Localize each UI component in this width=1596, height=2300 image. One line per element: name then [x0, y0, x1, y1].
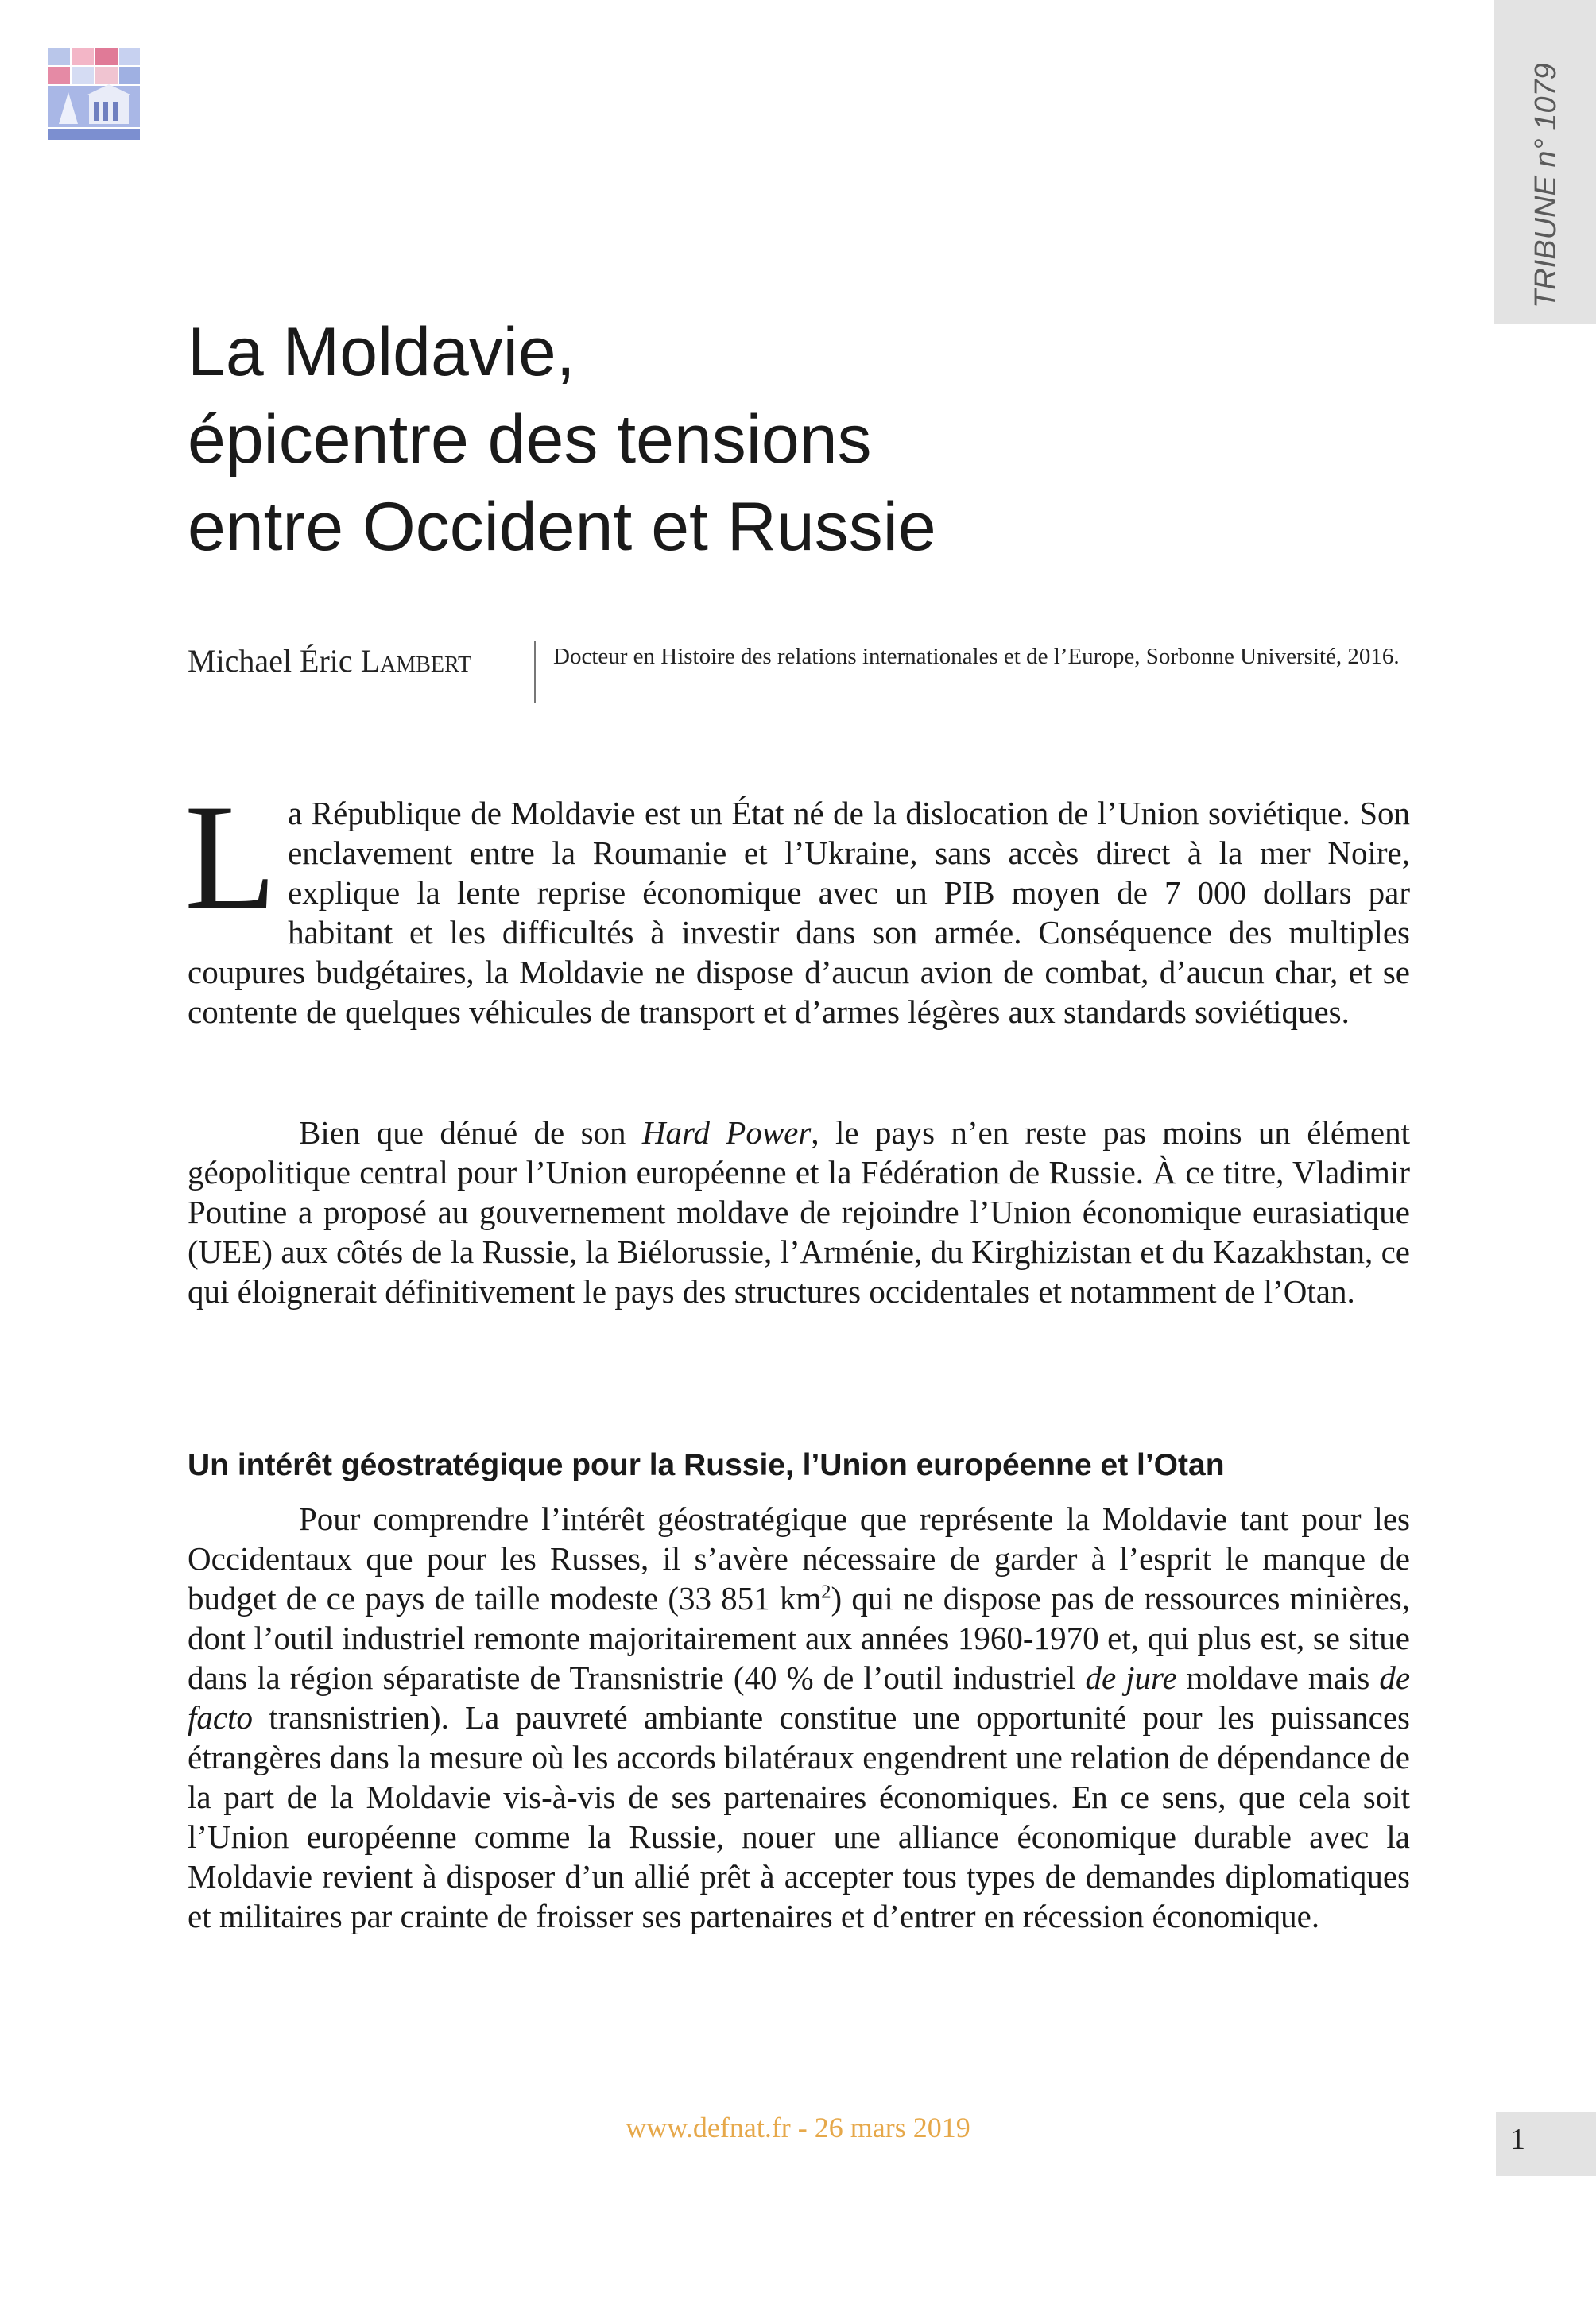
- logo-image: [45, 45, 143, 143]
- paragraph-3-text-c: moldave mais: [1176, 1659, 1380, 1696]
- footer-source-date: www.defnat.fr - 26 mars 2019: [626, 2112, 970, 2143]
- paragraph-2-italic: Hard Power: [641, 1114, 812, 1151]
- paragraph-3-text-b: ) qui ne dispose pas de ressources minières, dont l’outil industriel remonte majoritairement aux années 1960-1970 et, qui plus est, se situe dans la région séparatiste de Transnistrie (40 % de l’outil industriel: [188, 1580, 1410, 1696]
- paragraph-2-text-b: , le pays n’en reste pas moins un élément géopolitique central pour l’Union européenne et la Fédération de Russie. À ce titre, Vladimir Poutine a proposé au gouvernement moldave de rejoindre l’Union économique eurasiatique (UEE) aux côtés de la Russie, la Biélorussie, l’Arménie, du Kirghizistan et du Kazakhstan, ce qui éloignerait définitivement le pays des structures occidentales et notamment de l’Otan.: [188, 1114, 1410, 1310]
- paragraph-1: [184, 774, 1410, 1032]
- author-divider: [534, 641, 536, 703]
- tribune-number: TRIBUNE n° 1079: [1529, 63, 1563, 308]
- page-number: 1: [1510, 2123, 1525, 2156]
- title-line-1: La Moldavie,: [188, 313, 575, 390]
- author-bio: Docteur en Histoire des relations internationales et de l’Europe, Sorbonne Université, 2016.: [553, 644, 1400, 669]
- paragraph-3-italic-de-facto: de facto: [188, 1659, 1411, 1736]
- author-first-name: Michael Éric: [188, 643, 361, 679]
- paragraph-3-text-a: Pour comprendre l’intérêt géostratégique que représente la Moldavie tant pour les Occidentaux que pour les Russes, il s’avère nécessaire de garder à l’esprit le manque de budget de ce pays de taille modeste (33 851 km: [188, 1500, 1410, 1617]
- paragraph-3-italic-de-jure: de jure: [1085, 1659, 1177, 1696]
- paragraph-3-text-d: transnistrien). La pauvreté ambiante constitue une opportunité pour les puissances étrangères dans la mesure où les accords bilatéraux engendrent une relation de dépendance de la part de la Moldavie vis-à-vis de ses partenaires économiques. En ce sens, que cela soit l’Union européenne comme la Russie, nouer une alliance économique durable avec la Moldavie revient à disposer d’un allié prêt à accepter tous types de demandes diplomatiques et militaires par crainte de froisser ses partenaires et d’entrer en récession économique.: [188, 1699, 1410, 1934]
- author-last-name: Lambert: [360, 643, 472, 679]
- title-line-3: entre Occident et Russie: [188, 488, 936, 565]
- paragraph-1-text: a République de Moldavie est un État né de la dislocation de l’Union soviétique. Son enclavement entre la Roumanie et l’Ukraine, sans accès direct à la mer Noire, explique la lente reprise économique avec un PIB moyen de 7 000 dollars par habitant et les difficultés à investir dans son armée. Conséquence des multiples coupures budgétaires, la Moldavie ne dispose d’aucun avion de combat, d’aucun char, et se contente de quelques véhicules de transport et d’armes légères aux standards soviétiques.: [188, 795, 1410, 1030]
- paragraph-3: [188, 1499, 1410, 1936]
- publication-logo: [45, 45, 143, 143]
- article-title: [188, 308, 1380, 571]
- drop-cap: L: [184, 774, 277, 941]
- section-heading: Un intérêt géostratégique pour la Russie, l’Union européenne et l’Otan: [188, 1448, 1225, 1483]
- paragraph-2: [188, 1113, 1410, 1311]
- paragraph-2-text-a: Bien que dénué de son: [299, 1114, 642, 1151]
- superscript-2: 2: [821, 1581, 831, 1603]
- author-name: [188, 642, 471, 680]
- title-line-2: épicentre des tensions: [188, 401, 872, 478]
